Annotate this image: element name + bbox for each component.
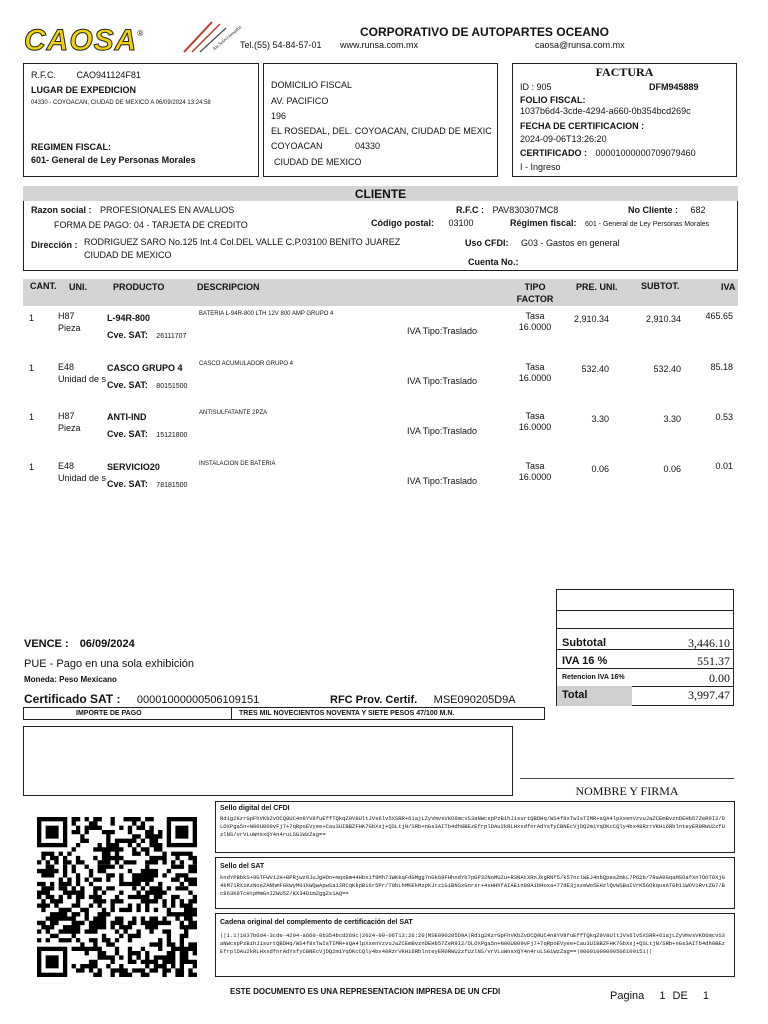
row-pre-uni: 532.40 (581, 364, 609, 374)
cuenta-label: Cuenta No.: (468, 257, 519, 267)
domicilio-box (263, 63, 498, 177)
row-pre-uni: 2,910.34 (573, 314, 609, 324)
row-tipo: Tasa (525, 311, 545, 321)
factura-box (512, 63, 737, 177)
row-cve-label: Cve. SAT: (107, 330, 148, 340)
row-iva-tipo: IVA Tipo:Traslado (407, 476, 478, 486)
folio-code: DFM945889 (649, 82, 699, 92)
forma-pago: FORMA DE PAGO: 04 - TARJETA DE CREDITO (54, 220, 248, 230)
row-subtot: 2,910.34 (645, 314, 681, 324)
totals-box (556, 589, 734, 706)
row-cant: 1 (29, 313, 35, 323)
sello-cfdi: Rdig2KzrGpFhVKbZvDCQ9UC4n8YV8fuEffTQkqZ9V8UltJVs6lv5XSRR+61ajLZyVmvsVKO6mcvS3aNWcspPzBihJisurtQBDHq/WS4f8xTwIsTIMR+sQA4lpXxenVzvuJaZCEmBvznDEHb57ZeR9I2/DLOXPga5n+N00U809vFj7+7qRpoEVyee+Cau3UIBBZFHK7GbXsj+QSLtjN/SRb+nGs3AITb4dh0BEzEfrplDAu2kRLHxxdfnrAdYsfyCBNEcVjDQ2m1YqDKcCQly4bx48RzrVKHi6RblnteyER0RWU2zfUzlNS/vrVLuWnsxQY4n4ruLSG1WzZag== (220, 815, 725, 838)
nombre-firma: NOMBRE Y FIRMA (575, 784, 679, 798)
items-table-header (23, 279, 738, 306)
qr-code-icon (37, 817, 197, 977)
domicilio-colonia: EL ROSEDAL, DEL. COYOACAN, CIUDAD DE MEXIC (271, 126, 492, 136)
importe-row (23, 707, 545, 720)
row-descripcion: BATERIA L-94R-800 LTH 12V 800 AMP GRUPO 4 (199, 311, 334, 317)
metodo-pago: PUE - Pago en una sola exhibición (24, 658, 194, 670)
col-pre-uni: PRE. UNI. (576, 282, 618, 292)
cp-label: Código postal: (371, 218, 434, 228)
cliente-box (23, 201, 738, 271)
domicilio-municipio: COYOACAN (271, 141, 323, 151)
company-name: CORPORATIVO DE AUTOPARTES OCEANO (360, 25, 609, 39)
row-cant: 1 (29, 363, 35, 373)
retencion-value: 0.00 (709, 671, 730, 685)
row-producto: L-94R-800 (107, 313, 151, 323)
notes-box (23, 726, 513, 796)
fecha-certificacion: 2024-09-06T13:26:20 (520, 134, 607, 144)
row-cant: 1 (29, 412, 35, 422)
iva-total-label: IVA 16 % (562, 655, 608, 667)
cert-sat-label: Certificado SAT : (24, 692, 121, 706)
row-factor: 16.0000 (518, 422, 552, 432)
rfc-prov-label: RFC Prov. Certif. (330, 694, 418, 706)
direccion-label: Dirección : (31, 240, 78, 250)
cadena-title: Cadena original del complemento de certificación del SAT (220, 919, 413, 926)
row-cve-label: Cve. SAT: (107, 380, 148, 390)
sello-sat: kndYPBbkS+9GTFWVi2H+BPRjwz0JuJgHOn+mqxBm44Hbx1f8Mh71WKkqFdGMgg7nGk69FHhndYb7pGP32NoMUZu+R3NAtXRnJkgRNf5/k57nclWEJ4nbQpesZmkL7P62b/7RaA0GqaMSOafXnTOOT0XjG4kM71RX1KzNoeZANhmFGkWyM01kWQwApwSa12RCqKkpBi6r5Pr/T0bLhMKEkMzpkJrz1GiBNSxGnrsr+4xHHhfAIAE1n00AibHoxa+77dE3jszeWo5EHzlQvWSBaIVrK56OkqusATGb11WOV1RvtZG7/Bc863K9TcHtpMmGnIZWU5Z/KX34DimZggZs1AQ== (220, 874, 725, 897)
row-factor: 16.0000 (518, 322, 552, 332)
logo-text: CAOSA (24, 24, 138, 57)
row-iva-tipo: IVA Tipo:Traslado (407, 426, 478, 436)
cadena-original-box (215, 913, 735, 977)
vence-label: VENCE : (24, 638, 69, 650)
row-iva: 465.65 (705, 311, 733, 321)
vence-date: 06/09/2024 (79, 638, 135, 650)
row-uni-name: Unidad de s (58, 473, 106, 483)
domicilio-street: AV. PACIFICO (271, 96, 329, 106)
no-cliente-label: No Cliente : (628, 205, 679, 215)
row-cve: 15121800 (156, 432, 188, 439)
total-paginas: 1 (702, 990, 709, 1002)
row-uni-code: H87 (58, 411, 75, 421)
col-iva: IVA (721, 282, 736, 292)
sello-sat-box (215, 857, 735, 909)
row-subtot: 3.30 (663, 414, 681, 424)
col-cant: CANT. (30, 281, 57, 291)
lugar-expedicion: 04330 - COYOACAN, CIUDAD DE MEXICO A 06/09/2024 13:24:58 (31, 100, 211, 106)
table-row (23, 310, 738, 358)
row-uni-name: Pieza (58, 323, 81, 333)
moneda: Moneda: Peso Mexicano (24, 675, 117, 684)
logo-script: los Seleccionados (212, 25, 244, 52)
row-producto: CASCO GRUPO 4 (107, 363, 183, 373)
row-uni-code: E48 (58, 362, 75, 372)
cliente-rfc: PAV830307MC8 (492, 205, 559, 215)
subtotal-value: 3,446.10 (688, 636, 730, 650)
row-producto: ANTI-IND (107, 412, 147, 422)
qr-code (37, 817, 197, 977)
row-cve-label: Cve. SAT: (107, 429, 148, 439)
row-iva: 85.18 (710, 362, 733, 372)
retencion-label: Retencion IVA 16% (562, 674, 625, 681)
factura-id: 905 (536, 82, 552, 92)
cliente-regimen-label: Régimen fiscal: (510, 218, 577, 228)
regimen-label: REGIMEN FISCAL: (31, 142, 111, 152)
representacion-impresa: ESTE DOCUMENTO ES UNA REPRESENTACION IMPRESA DE UN CFDI (230, 987, 501, 996)
row-iva: 0.01 (715, 461, 733, 471)
cadena-original: ||1.1|1037b6d4-3cde-4294-a660-0b354bcd269c|2024-09-06T13:26:20|MSE090205D9A|Rdig2KzrGpFhVKbZvDCQ9UC4n8YV8fuEffTQkqZ9V8UltJVs6lv5XSRR+61ajLZyVmvsVKO6mcvS3aNWcspPzBihJisurtQBDHq/WS4f8xTwIsTIMR+sQA4lpXxenVzvuJaZCEmBvznDEHb57ZeR9I2/DLOXPga5n+N00U809vFj7+7qRpoEVyee+Cau3UIBBZFHK7GbXsj+QSLtjN/SRb+nGs3AITb4dh0BEzEfrplDAu2kRLHxxdfnrAdYsfyCBNEcVjDQ2m1YqDKcCQly4bx48RzrVKHi6RblnteyER0RWU2zfUzlNS/vrVLuWnsxQY4n4ruLSG1WzZag==|00001000000506109151|| (220, 932, 725, 955)
col-uni: UNI. (69, 282, 87, 292)
cert-sat: 00001000000506109151 (136, 694, 260, 706)
table-row (23, 460, 738, 508)
row-descripcion: CASCO ACUMULADOR GRUPO 4 (199, 361, 294, 367)
razon-label: Razon social : (31, 205, 92, 215)
row-tipo: Tasa (525, 362, 545, 372)
items-table-body (23, 310, 738, 510)
row-iva-tipo: IVA Tipo:Traslado (407, 376, 478, 386)
row-uni-code: H87 (58, 311, 75, 321)
importe-letra: TRES MIL NOVECIENTOS NOVENTA Y SIETE PESOS 47/100 M.N. (239, 710, 455, 717)
row-cve: 80151500 (156, 383, 188, 390)
row-cant: 1 (29, 462, 35, 472)
row-uni-name: Pieza (58, 423, 81, 433)
no-cliente: 682 (690, 205, 706, 215)
col-descripcion: DESCRIPCION (197, 282, 260, 292)
row-iva: 0.53 (715, 412, 733, 422)
sello-cfdi-title: Sello digital del CFDI (220, 805, 290, 812)
row-factor: 16.0000 (518, 373, 552, 383)
domicilio-ciudad: CIUDAD DE MEXICO (274, 157, 362, 167)
de-label: DE (672, 990, 688, 1002)
uso-cfdi: G03 - Gastos en general (521, 238, 620, 248)
pagina-label: Pagina (610, 990, 645, 1002)
cliente-title: CLIENTE (354, 187, 407, 201)
rfc-prov: MSE090205D9A (433, 694, 516, 706)
company-website[interactable]: www.runsa.com.mx (340, 40, 419, 50)
domicilio-label: DOMICILIO FISCAL (271, 80, 353, 90)
cliente-header-bar (23, 186, 738, 201)
row-producto: SERVICIO20 (107, 462, 160, 472)
logo-registered-mark: ® (137, 29, 144, 38)
fecha-certificacion-label: FECHA DE CERTIFICACION : (520, 121, 645, 131)
col-factor: FACTOR (516, 294, 554, 304)
row-cve: 78181500 (156, 482, 188, 489)
total-label: Total (562, 689, 588, 701)
factura-title: FACTURA (595, 65, 654, 79)
cliente-rfc-label: R.F.C : (456, 205, 484, 215)
issuer-rfc: CAO941124F81 (76, 70, 141, 80)
row-pre-uni: 0.06 (591, 464, 609, 474)
logo-swoosh-icon (182, 16, 232, 56)
sello-cfdi-box (215, 801, 735, 853)
row-subtot: 532.40 (653, 364, 681, 374)
razon-social: PROFESIONALES EN AVALUOS (100, 205, 235, 215)
domicilio-cp: 04330 (355, 141, 381, 151)
folio-fiscal-label: FOLIO FISCAL: (520, 95, 586, 105)
col-tipo: TIPO (524, 282, 546, 292)
row-descripcion: ANTISULFATANTE 2PZA (199, 410, 268, 416)
direccion-line2: CIUDAD DE MEXICO (84, 250, 172, 260)
domicilio-number: 196 (271, 111, 287, 121)
direccion-line1: RODRIGUEZ SARO No.125 Int.4 Col.DEL VALLE C.P.03100 BENITO JUAREZ (84, 237, 401, 247)
issuer-rfc-label: R.F.C. (31, 70, 57, 80)
regimen-fiscal: 601- General de Ley Personas Morales (31, 155, 196, 165)
col-subtot: SUBTOT. (641, 281, 680, 291)
row-tipo: Tasa (525, 411, 545, 421)
row-uni-name: Unidad de s (58, 374, 106, 384)
row-cve-label: Cve. SAT: (107, 479, 148, 489)
iva-total-value: 551.37 (697, 654, 730, 668)
certificado: 00001000000709079460 (595, 148, 696, 158)
company-email[interactable]: caosa@runsa.com.mx (535, 40, 625, 50)
factura-id-label: ID : (520, 82, 535, 92)
issuer-box (23, 63, 259, 177)
row-iva-tipo: IVA Tipo:Traslado (407, 326, 478, 336)
uso-cfdi-label: Uso CFDI: (465, 238, 509, 248)
importe-label: IMPORTE DE PAGO (76, 710, 142, 717)
cliente-cp: 03100 (448, 218, 474, 228)
lugar-label: LUGAR DE EXPEDICION (31, 85, 137, 95)
signature-line (520, 778, 734, 779)
tipo-comprobante: I - Ingreso (520, 162, 561, 172)
company-phone: Tel.(55) 54-84-57-01 (240, 40, 322, 50)
col-producto: PRODUCTO (113, 282, 165, 292)
subtotal-label: Subtotal (562, 637, 606, 649)
table-row (23, 410, 738, 458)
row-subtot: 0.06 (663, 464, 681, 474)
row-descripcion: INSTALACION DE BATERIA (199, 461, 276, 467)
certificado-label: CERTIFICADO : (520, 148, 587, 158)
row-uni-code: E48 (58, 461, 75, 471)
row-pre-uni: 3.30 (591, 414, 609, 424)
folio-fiscal: 1037b6d4-3cde-4294-a660-0b354bcd269c (520, 106, 691, 116)
cliente-regimen: 601 - General de Ley Personas Morales (585, 221, 710, 228)
sello-sat-title: Sello del SAT (220, 863, 265, 870)
row-tipo: Tasa (525, 461, 545, 471)
pagina-number: 1 (659, 990, 666, 1002)
row-cve: 26111707 (156, 333, 187, 340)
table-row (23, 361, 738, 409)
row-factor: 16.0000 (518, 472, 552, 482)
company-logo (24, 24, 244, 58)
total-value: 3,997.47 (688, 688, 730, 702)
